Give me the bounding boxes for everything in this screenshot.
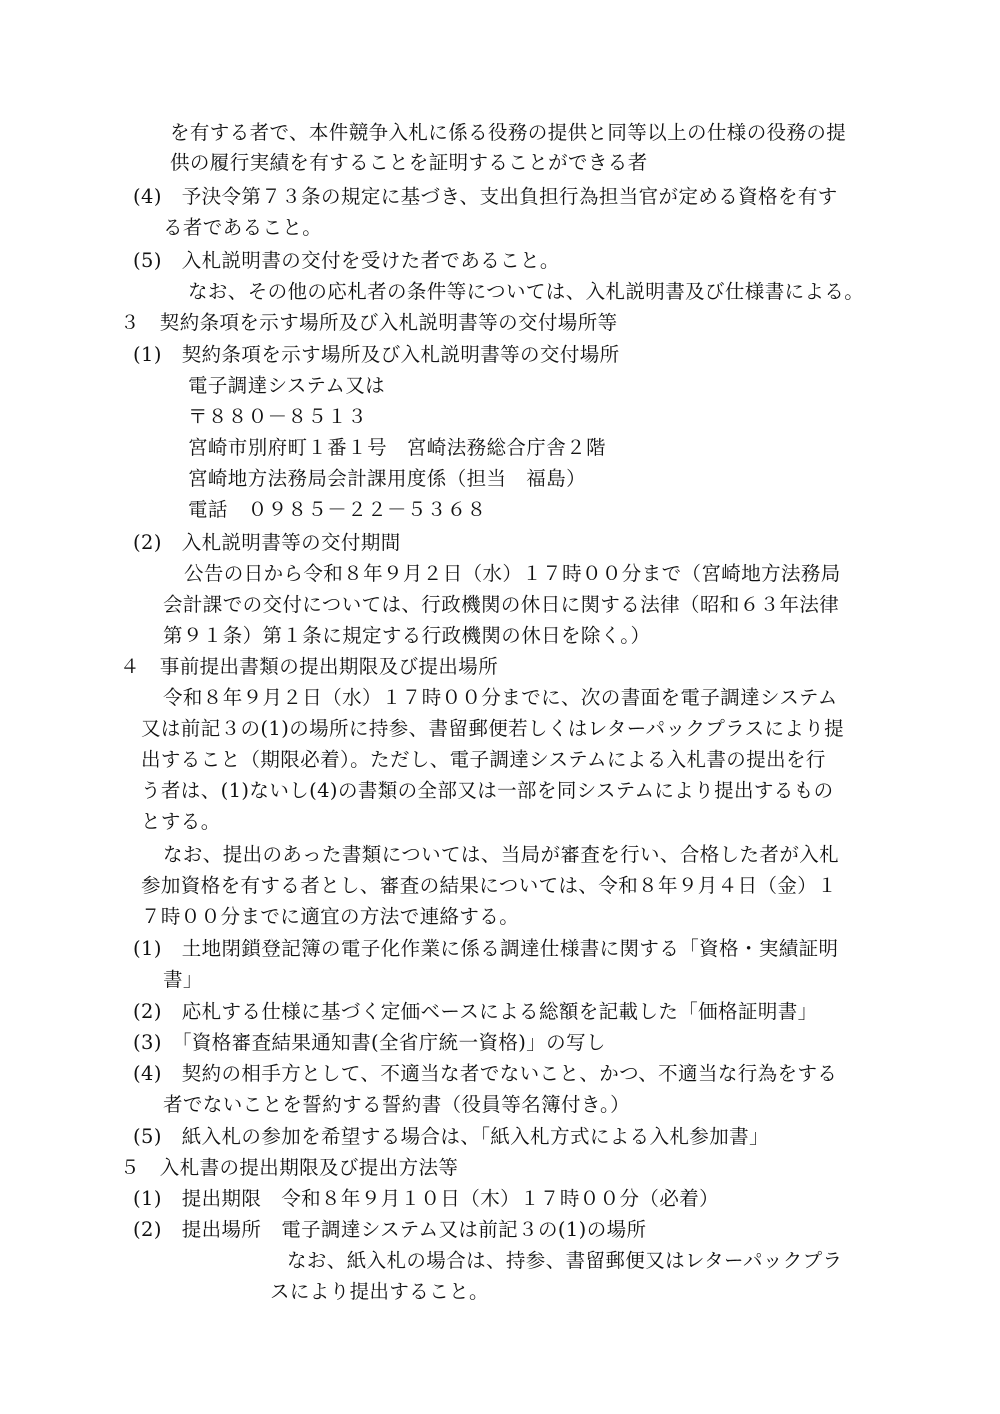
text-line: 電子調達システム又は bbox=[188, 374, 386, 397]
text-line: 出すること（期限必着）。ただし、電子調達システムによる入札書の提出を行 bbox=[141, 748, 826, 771]
text-line: なお、紙入札の場合は、持参、書留郵便又はレターパックプラ bbox=[287, 1249, 843, 1272]
text-line: 宮崎地方法務局会計課用度係（担当 福島） bbox=[188, 467, 587, 490]
section-heading: ３ 契約条項を示す場所及び入札説明書等の交付場所等 bbox=[120, 311, 618, 334]
text-line: とする。 bbox=[141, 810, 221, 833]
text-line: 宮崎市別府町１番１号 宮崎法務総合庁舎２階 bbox=[188, 436, 606, 459]
text-line: (3) 「資格審査結果通知書(全省庁統一資格)」の写し bbox=[133, 1031, 606, 1054]
text-line: ７時００分までに適宜の方法で連絡する。 bbox=[141, 905, 520, 928]
text-line: (4) 契約の相手方として、不適当な者でないこと、かつ、不適当な行為をする bbox=[133, 1062, 838, 1085]
section-heading: ４ 事前提出書類の提出期限及び提出場所 bbox=[120, 655, 499, 678]
text-line: 参加資格を有する者とし、審査の結果については、令和８年９月４日（金）１ bbox=[141, 874, 838, 897]
text-line: る者であること。 bbox=[163, 216, 323, 239]
text-line: 会計課での交付については、行政機関の休日に関する法律（昭和６３年法律 bbox=[163, 593, 840, 616]
text-line: (2) 応札する仕様に基づく定価ベースによる総額を記載した「価格証明書」 bbox=[133, 1000, 818, 1023]
text-line: (5) 入札説明書の交付を受けた者であること。 bbox=[133, 249, 560, 272]
text-line: 供の履行実績を有することを証明することができる者 bbox=[170, 151, 648, 174]
text-line: 〒８８０－８５１３ bbox=[188, 405, 368, 428]
text-line: (4) 予決令第７３条の規定に基づき、支出負担行為担当官が定める資格を有す bbox=[133, 185, 838, 208]
text-line: 公告の日から令和８年９月２日（水）１７時００分まで（宮崎地方法務局 bbox=[184, 562, 841, 585]
text-line: 第９１条）第１条に規定する行政機関の休日を除く。） bbox=[163, 624, 651, 647]
text-line: (2) 入札説明書等の交付期間 bbox=[133, 531, 401, 554]
text-line: (1) 提出期限 令和８年９月１０日（木）１７時００分（必着） bbox=[133, 1187, 720, 1210]
text-line: 者でないことを誓約する誓約書（役員等名簿付き。） bbox=[163, 1093, 631, 1116]
text-line: (1) 契約条項を示す場所及び入札説明書等の交付場所 bbox=[133, 343, 620, 366]
text-line: なお、提出のあった書類については、当局が審査を行い、合格した者が入札 bbox=[163, 843, 840, 866]
text-line: 電話 ０９８５－２２－５３６８ bbox=[188, 498, 487, 521]
text-line: を有する者で、本件競争入札に係る役務の提供と同等以上の仕様の役務の提 bbox=[170, 121, 847, 144]
section-heading: ５ 入札書の提出期限及び提出方法等 bbox=[120, 1156, 459, 1179]
text-line: スにより提出すること。 bbox=[270, 1280, 489, 1303]
text-line: (2) 提出場所 電子調達システム又は前記３の(1)の場所 bbox=[133, 1218, 647, 1241]
text-line: 又は前記３の(1)の場所に持参、書留郵便若しくはレターパックプラスにより提 bbox=[141, 717, 845, 740]
text-line: (1) 土地閉鎖登記簿の電子化作業に係る調達仕様書に関する「資格・実績証明 bbox=[133, 937, 839, 960]
text-line: 令和８年９月２日（水）１７時００分までに、次の書面を電子調達システム bbox=[163, 686, 838, 709]
text-line: 書」 bbox=[163, 968, 203, 991]
text-line: う者は、(1)ないし(4)の書類の全部又は一部を同システムにより提出するもの bbox=[141, 779, 834, 802]
text-line: なお、その他の応札者の条件等については、入札説明書及び仕様書による。 bbox=[188, 280, 865, 303]
text-line: (5) 紙入札の参加を希望する場合は、「紙入札方式による入札参加書」 bbox=[133, 1125, 769, 1148]
